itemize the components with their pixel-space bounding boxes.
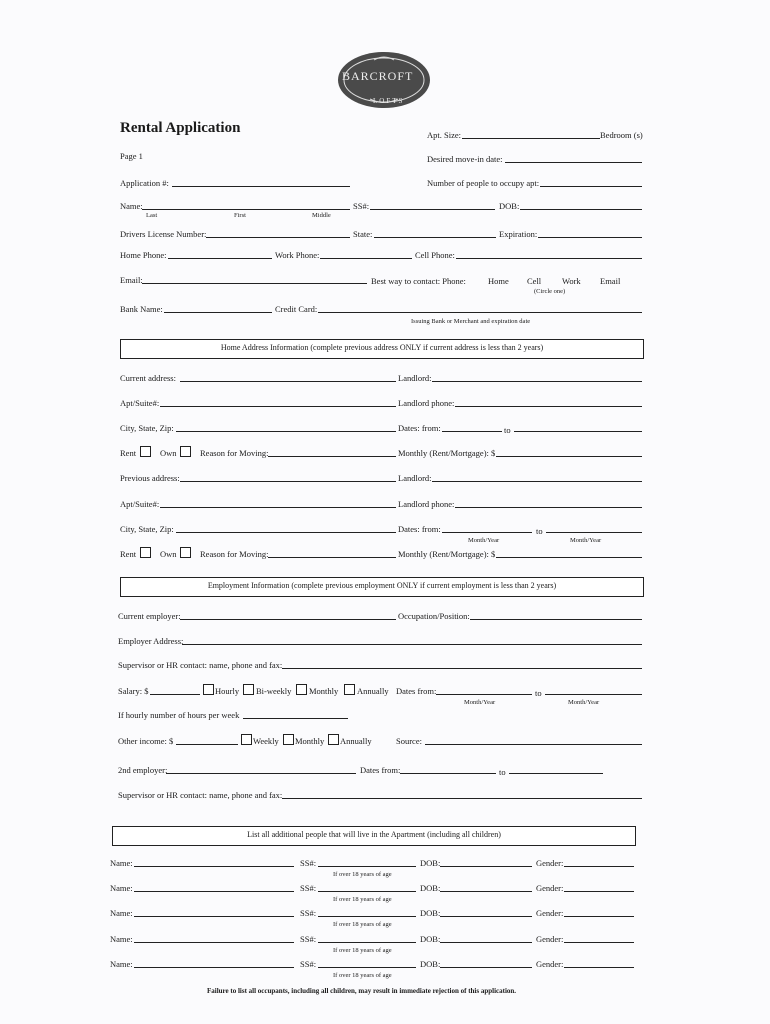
- prev-landlord-phone-label: Landlord phone:: [398, 499, 455, 509]
- prev-city-state-zip-field[interactable]: [176, 532, 396, 533]
- home-address-header: Home Address Information (complete previous address ONLY if current address is less than 2 years): [120, 339, 644, 359]
- landlord-field[interactable]: [432, 381, 642, 382]
- state-label: State:: [353, 229, 373, 239]
- annually-label: Annually: [357, 686, 389, 696]
- license-field[interactable]: [206, 237, 350, 238]
- occupant-name-field[interactable]: [134, 942, 294, 943]
- occupant-gender-label: Gender:: [536, 934, 564, 944]
- dates-to-label: to: [504, 425, 511, 435]
- occupant-dob-label: DOB:: [420, 883, 441, 893]
- bedroom-label: Bedroom (s): [600, 130, 643, 140]
- occupant-dob-label: DOB:: [420, 934, 441, 944]
- rent-label: Rent: [120, 448, 137, 458]
- occupant-name-label: Name:: [110, 908, 133, 918]
- over-18-hint: If over 18 years of age: [333, 921, 392, 928]
- bank-name-label: Bank Name:: [120, 304, 163, 314]
- own-checkbox[interactable]: [180, 446, 191, 457]
- monthly-payment-field[interactable]: [496, 456, 642, 457]
- prev-own-checkbox[interactable]: [180, 547, 191, 558]
- apt-size-label: Apt. Size:: [427, 130, 461, 140]
- apt-suite-label: Apt/Suite#:: [120, 398, 160, 408]
- first-hint: First: [234, 212, 246, 219]
- page-title: Rental Application: [120, 120, 241, 136]
- second-dates-to-label: to: [499, 767, 506, 777]
- cell-phone-label: Cell Phone:: [415, 250, 455, 260]
- home-phone-label: Home Phone:: [120, 250, 167, 260]
- previous-address-field[interactable]: [180, 481, 396, 482]
- occupant-name-field[interactable]: [134, 866, 294, 867]
- second-employer-field[interactable]: [166, 773, 356, 774]
- biweekly-label: Bi-weekly: [256, 686, 292, 696]
- over-18-hint: If over 18 years of age: [333, 871, 392, 878]
- occupant-gender-label: Gender:: [536, 883, 564, 893]
- occupant-ssn-label: SS#:: [300, 883, 317, 893]
- email-label: Email:: [120, 275, 143, 285]
- issuing-hint: Issuing Bank or Merchant and expiration date: [411, 318, 531, 325]
- emp-dates-to-field[interactable]: [545, 694, 642, 695]
- prev-monthly-payment-label: Monthly (Rent/Mortgage): $: [398, 549, 496, 559]
- occupant-dob-field[interactable]: [440, 891, 532, 892]
- other-monthly-label: Monthly: [295, 736, 325, 746]
- dates-from-field[interactable]: [442, 431, 502, 432]
- second-dates-from-label: Dates from:: [360, 765, 401, 775]
- occupants-header: List all additional people that will live in the Apartment (including all children): [112, 826, 636, 846]
- occupant-dob-field[interactable]: [440, 866, 532, 867]
- num-people-label: Number of people to occupy apt:: [427, 178, 540, 188]
- over-18-hint: If over 18 years of age: [333, 972, 392, 979]
- email-field[interactable]: [142, 283, 367, 284]
- move-in-field[interactable]: [505, 162, 642, 163]
- occupant-name-label: Name:: [110, 883, 133, 893]
- occupant-gender-field[interactable]: [564, 942, 634, 943]
- reason-moving-label: Reason for Moving:: [200, 448, 269, 458]
- occupant-ssn-label: SS#:: [300, 934, 317, 944]
- occupant-name-field[interactable]: [134, 891, 294, 892]
- emp-from-month-year-hint: Month/Year: [464, 699, 496, 706]
- prev-rent-checkbox[interactable]: [140, 547, 151, 558]
- occupant-gender-field[interactable]: [564, 916, 634, 917]
- dob-label: DOB:: [499, 201, 520, 211]
- landlord-label: Landlord:: [398, 373, 432, 383]
- application-number-field[interactable]: [172, 186, 350, 187]
- prev-from-month-year-hint: Month/Year: [468, 537, 500, 544]
- occupant-name-label: Name:: [110, 934, 133, 944]
- occupant-ssn-label: SS#:: [300, 908, 317, 918]
- prev-dates-to-label: to: [536, 526, 543, 536]
- previous-address-label: Previous address:: [120, 473, 180, 483]
- city-state-zip-field[interactable]: [176, 431, 396, 432]
- over-18-hint: If over 18 years of age: [333, 947, 392, 954]
- credit-card-field[interactable]: [318, 312, 642, 313]
- other-monthly-checkbox[interactable]: [283, 734, 294, 745]
- home-phone-field[interactable]: [168, 258, 272, 259]
- occupant-gender-field[interactable]: [564, 967, 634, 968]
- landlord-phone-field[interactable]: [455, 406, 642, 407]
- move-in-label: Desired move-in date:: [427, 154, 503, 164]
- second-employer-label: 2nd employer:: [118, 765, 168, 775]
- bank-name-field[interactable]: [164, 312, 272, 313]
- occupant-gender-label: Gender:: [536, 858, 564, 868]
- occupant-ssn-field[interactable]: [318, 916, 416, 917]
- emp-dates-from-label: Dates from:: [396, 686, 437, 696]
- ssn-field[interactable]: [370, 209, 495, 210]
- salary-label: Salary: $: [118, 686, 149, 696]
- prev-monthly-payment-field[interactable]: [496, 557, 642, 558]
- apt-size-field[interactable]: [462, 138, 600, 139]
- occupant-name-label: Name:: [110, 959, 133, 969]
- second-dates-to-field[interactable]: [509, 773, 603, 774]
- application-number-label: Application #:: [120, 178, 169, 188]
- prev-apt-suite-label: Apt/Suite#:: [120, 499, 160, 509]
- occupant-gender-label: Gender:: [536, 908, 564, 918]
- source-field[interactable]: [425, 744, 642, 745]
- second-supervisor-label: Supervisor or HR contact: name, phone and fax:: [118, 790, 283, 800]
- contact-cell[interactable]: Cell: [527, 276, 542, 286]
- weekly-checkbox[interactable]: [241, 734, 252, 745]
- prev-dates-from-label: Dates: from:: [398, 524, 441, 534]
- current-address-field[interactable]: [180, 381, 396, 382]
- prev-rent-label: Rent: [120, 549, 137, 559]
- occupant-gender-field[interactable]: [564, 891, 634, 892]
- supervisor-field[interactable]: [282, 668, 642, 669]
- occupant-ssn-field[interactable]: [318, 942, 416, 943]
- occupant-dob-label: DOB:: [420, 858, 441, 868]
- city-state-zip-label: City, State, Zip:: [120, 423, 174, 433]
- best-way-label: Best way to contact: Phone:: [371, 276, 466, 286]
- source-label: Source:: [396, 736, 422, 746]
- state-field[interactable]: [374, 237, 496, 238]
- annually-checkbox[interactable]: [344, 684, 355, 695]
- monthly-payment-label: Monthly (Rent/Mortgage): $: [398, 448, 496, 458]
- prev-dates-to-field[interactable]: [546, 532, 642, 533]
- occupant-dob-label: DOB:: [420, 959, 441, 969]
- license-label: Drivers License Number:: [120, 229, 207, 239]
- occupant-ssn-field[interactable]: [318, 967, 416, 968]
- second-supervisor-field[interactable]: [282, 798, 642, 799]
- dob-field[interactable]: [520, 209, 642, 210]
- weekly-label: Weekly: [253, 736, 279, 746]
- employment-header: Employment Information (complete previous employment ONLY if current employment is less than 2 years): [120, 577, 644, 597]
- circle-one-hint: (Circle one): [534, 288, 566, 295]
- hours-week-label: If hourly number of hours per week: [118, 710, 240, 720]
- hourly-checkbox[interactable]: [203, 684, 214, 695]
- contact-work[interactable]: Work: [562, 276, 581, 286]
- prev-city-state-zip-label: City, State, Zip:: [120, 524, 174, 534]
- supervisor-label: Supervisor or HR contact: name, phone and fax:: [118, 660, 283, 670]
- work-phone-label: Work Phone:: [275, 250, 320, 260]
- last-hint: Last: [146, 212, 158, 219]
- biweekly-checkbox[interactable]: [243, 684, 254, 695]
- prev-own-label: Own: [160, 549, 177, 559]
- footer-warning: Failure to list all occupants, including all children, may result in immediate rejection of this application.: [207, 987, 517, 995]
- prev-reason-moving-label: Reason for Moving:: [200, 549, 269, 559]
- employer-address-field[interactable]: [182, 644, 642, 645]
- occupant-dob-field[interactable]: [440, 967, 532, 968]
- hours-week-field[interactable]: [243, 718, 348, 719]
- cell-phone-field[interactable]: [456, 258, 642, 259]
- salary-field[interactable]: [150, 694, 200, 695]
- credit-card-label: Credit Card:: [275, 304, 318, 314]
- page-number: Page 1: [120, 151, 143, 161]
- apt-suite-field[interactable]: [160, 406, 396, 407]
- work-phone-field[interactable]: [320, 258, 412, 259]
- emp-dates-to-label: to: [535, 688, 542, 698]
- logo-name: BARCROFT: [342, 69, 414, 83]
- logo-sub: LOFTS: [373, 97, 405, 105]
- occupant-ssn-label: SS#:: [300, 858, 317, 868]
- occupant-dob-field[interactable]: [440, 916, 532, 917]
- prev-dates-from-field[interactable]: [442, 532, 532, 533]
- expiration-label: Expiration:: [499, 229, 538, 239]
- second-dates-from-field[interactable]: [400, 773, 496, 774]
- employer-address-label: Employer Address:: [118, 636, 184, 646]
- monthly-checkbox[interactable]: [296, 684, 307, 695]
- monthly-label: Monthly: [309, 686, 339, 696]
- contact-email[interactable]: Email: [600, 276, 621, 286]
- contact-home[interactable]: Home: [488, 276, 509, 286]
- other-income-field[interactable]: [176, 744, 238, 745]
- occupant-dob-field[interactable]: [440, 942, 532, 943]
- other-income-label: Other income: $: [118, 736, 174, 746]
- prev-reason-moving-field[interactable]: [268, 557, 396, 558]
- prev-landlord-phone-field[interactable]: [455, 507, 642, 508]
- name-field[interactable]: [142, 209, 350, 210]
- expiration-field[interactable]: [538, 237, 642, 238]
- current-employer-label: Current employer:: [118, 611, 181, 621]
- occupation-field[interactable]: [470, 619, 642, 620]
- current-employer-field[interactable]: [180, 619, 396, 620]
- emp-to-month-year-hint: Month/Year: [568, 699, 600, 706]
- other-annually-label: Annually: [340, 736, 372, 746]
- occupant-dob-label: DOB:: [420, 908, 441, 918]
- other-annually-checkbox[interactable]: [328, 734, 339, 745]
- emp-dates-from-field[interactable]: [436, 694, 532, 695]
- num-people-field[interactable]: [540, 186, 642, 187]
- occupant-name-field[interactable]: [134, 916, 294, 917]
- occupant-name-field[interactable]: [134, 967, 294, 968]
- dates-to-field[interactable]: [514, 431, 642, 432]
- prev-landlord-label: Landlord:: [398, 473, 432, 483]
- landlord-phone-label: Landlord phone:: [398, 398, 455, 408]
- reason-moving-field[interactable]: [268, 456, 396, 457]
- middle-hint: Middle: [312, 212, 331, 219]
- occupant-ssn-label: SS#:: [300, 959, 317, 969]
- prev-apt-suite-field[interactable]: [160, 507, 396, 508]
- dates-from-label: Dates: from:: [398, 423, 441, 433]
- prev-landlord-field[interactable]: [432, 481, 642, 482]
- occupant-gender-label: Gender:: [536, 959, 564, 969]
- own-label: Own: [160, 448, 177, 458]
- occupant-ssn-field[interactable]: [318, 891, 416, 892]
- current-address-label: Current address:: [120, 373, 176, 383]
- occupant-name-label: Name:: [110, 858, 133, 868]
- occupant-ssn-field[interactable]: [318, 866, 416, 867]
- occupation-label: Occupation/Position:: [398, 611, 470, 621]
- over-18-hint: If over 18 years of age: [333, 896, 392, 903]
- ssn-label: SS#:: [353, 201, 370, 211]
- prev-to-month-year-hint: Month/Year: [570, 537, 602, 544]
- rent-checkbox[interactable]: [140, 446, 151, 457]
- name-label: Name:: [120, 201, 143, 211]
- occupant-gender-field[interactable]: [564, 866, 634, 867]
- hourly-label: Hourly: [215, 686, 240, 696]
